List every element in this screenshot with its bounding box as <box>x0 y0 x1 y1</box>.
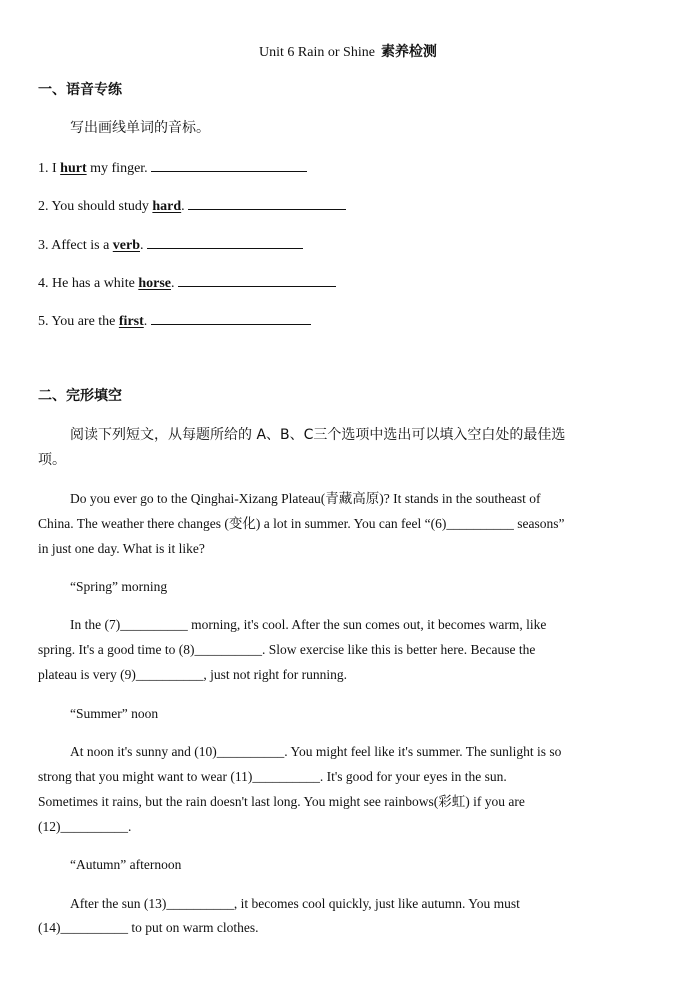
phonetics-item-4: 4. He has a white horse. <box>38 273 336 293</box>
answer-blank[interactable] <box>147 235 303 249</box>
underlined-word: first <box>118 314 144 329</box>
phonetics-item-2: 2. You should study hard. <box>38 196 346 216</box>
passage-line: (12)__________. <box>38 819 132 834</box>
passage-line: Sometimes it rains, but the rain doesn't last long. You might see rainbows(彩虹) if you are <box>38 794 525 809</box>
underlined-word: horse <box>138 276 171 291</box>
subheading-autumn: “Autumn” afternoon <box>70 857 182 872</box>
passage-line: Do you ever go to the Qinghai-Xizang Plateau(青藏高原)? It stands in the southeast of <box>70 491 541 506</box>
section2-heading: 二、完形填空 <box>38 388 122 404</box>
section2-instruction-line1: 阅读下列短文，从每题所给的 A、B、C三个选项中选出可以填入空白处的最佳选 <box>70 427 566 443</box>
passage-line: in just one day. What is it like? <box>38 541 205 556</box>
phonetics-item-5: 5. You are the first. <box>38 311 311 331</box>
passage-line: At noon it's sunny and (10)__________. You might feel like it's summer. The sunlight is so <box>70 744 562 759</box>
passage-line: strong that you might want to wear (11)__________. It's good for your eyes in the sun. <box>38 769 507 784</box>
passage-line: (14)__________ to put on warm clothes. <box>38 920 259 935</box>
underlined-word: verb <box>112 238 140 253</box>
underlined-word: hard <box>152 199 182 214</box>
passage-line: In the (7)__________ morning, it's cool. After the sun comes out, it becomes warm, like <box>70 617 547 632</box>
section1-instruction: 写出画线单词的音标。 <box>70 120 210 136</box>
subheading-spring: “Spring” morning <box>70 579 168 594</box>
passage-line: plateau is very (9)__________, just not right for running. <box>38 667 347 682</box>
answer-blank[interactable] <box>151 311 311 325</box>
answer-blank[interactable] <box>178 273 336 287</box>
title-chinese: 素养检测 <box>380 44 437 60</box>
section1-heading: 一、语音专练 <box>38 82 122 98</box>
passage-line: After the sun (13)__________, it becomes cool quickly, just like autumn. You must <box>70 896 520 911</box>
answer-blank[interactable] <box>188 196 346 210</box>
passage-line: spring. It's a good time to (8)__________. Slow exercise like this is better here. Because the <box>38 642 536 657</box>
underlined-word: hurt <box>60 161 87 176</box>
page-title <box>0 43 696 62</box>
section2-instruction-line2: 项。 <box>38 452 66 468</box>
subheading-summer: “Summer” noon <box>70 706 159 721</box>
passage-line: China. The weather there changes (变化) a lot in summer. You can feel “(6)__________ seasons” <box>38 516 565 531</box>
answer-blank[interactable] <box>151 158 307 172</box>
phonetics-item-1: 1. I hurt my finger. <box>38 158 307 178</box>
title-english: Unit 6 Rain or Shine <box>259 45 375 60</box>
phonetics-item-3: 3. Affect is a verb. <box>38 235 303 255</box>
